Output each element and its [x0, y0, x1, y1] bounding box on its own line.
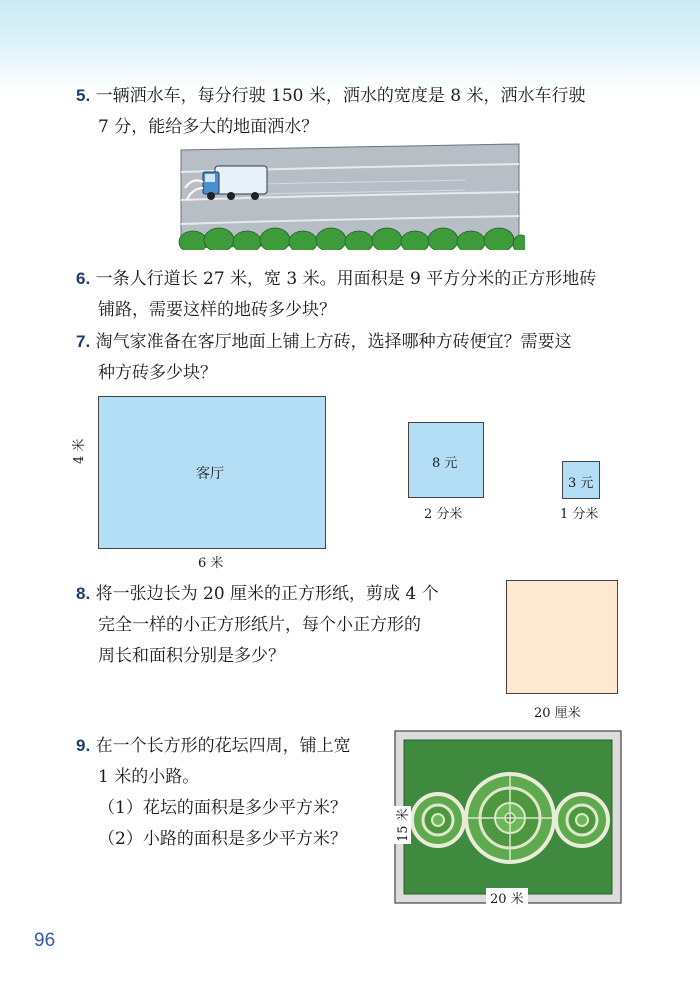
problem-text: 1 米的小路。	[98, 767, 200, 787]
problem-6	[76, 263, 596, 326]
problem-text: 种方砖多少块？	[98, 363, 217, 383]
garden-width-label: 20 米	[486, 888, 528, 907]
problem-text: 一条人行道长 27 米，宽 3 米。用面积是 9 平方分米的正方形地砖	[95, 269, 597, 289]
flower-bed-center-icon	[466, 774, 554, 862]
problem-7	[76, 326, 572, 389]
problem-text: 铺路，需要这样的地砖多少块？	[98, 300, 336, 320]
room-height-label: 4 米	[72, 438, 87, 464]
problem-text: 7 分，能给多大的地面洒水？	[98, 117, 319, 137]
flower-bed-right-icon	[556, 794, 608, 846]
tile-large-size: 2 分米	[424, 507, 463, 522]
tile-small-price: 3 元	[568, 476, 594, 491]
problem-text: 完全一样的小正方形纸片，每个小正方形的	[98, 615, 421, 635]
problem-text: 将一张边长为 20 厘米的正方形纸，剪成 4 个	[95, 584, 439, 604]
tile-large-price: 8 元	[432, 456, 458, 471]
question-2: （2）小路的面积是多少平方米？	[98, 829, 347, 849]
problem-number: 8.	[76, 584, 91, 603]
problem-8	[76, 578, 439, 672]
flower-bed-diagram	[394, 730, 624, 906]
problem-text: 淘气家准备在客厅地面上铺上方砖，选择哪种方砖便宜？需要这	[95, 332, 572, 352]
problem-text: 在一个长方形的花坛四周，铺上宽	[95, 736, 351, 756]
living-room-label: 客厅	[196, 466, 224, 482]
tile-small-size: 1 分米	[560, 507, 599, 522]
problem-text: 一辆洒水车，每分行驶 150 米，洒水的宽度是 8 米，洒水车行驶	[95, 86, 586, 106]
flower-bed-left-icon	[412, 794, 464, 846]
problem-number: 5.	[76, 86, 91, 105]
problem-5	[76, 80, 585, 143]
problem-number: 6.	[76, 269, 91, 288]
header-band	[0, 0, 700, 92]
room-width-label: 6 米	[198, 556, 224, 571]
garden-height-label: 15 米	[392, 806, 411, 844]
page-number: 96	[34, 930, 56, 951]
problem-number: 9.	[76, 736, 91, 755]
paper-square-label: 20 厘米	[534, 706, 581, 721]
problem-number: 7.	[76, 332, 91, 351]
paper-square	[506, 580, 618, 694]
water-truck-illustration	[175, 142, 525, 260]
question-1: （1）花坛的面积是多少平方米？	[98, 798, 347, 818]
problem-9	[76, 730, 351, 855]
problem-text: 周长和面积分别是多少？	[98, 646, 285, 666]
